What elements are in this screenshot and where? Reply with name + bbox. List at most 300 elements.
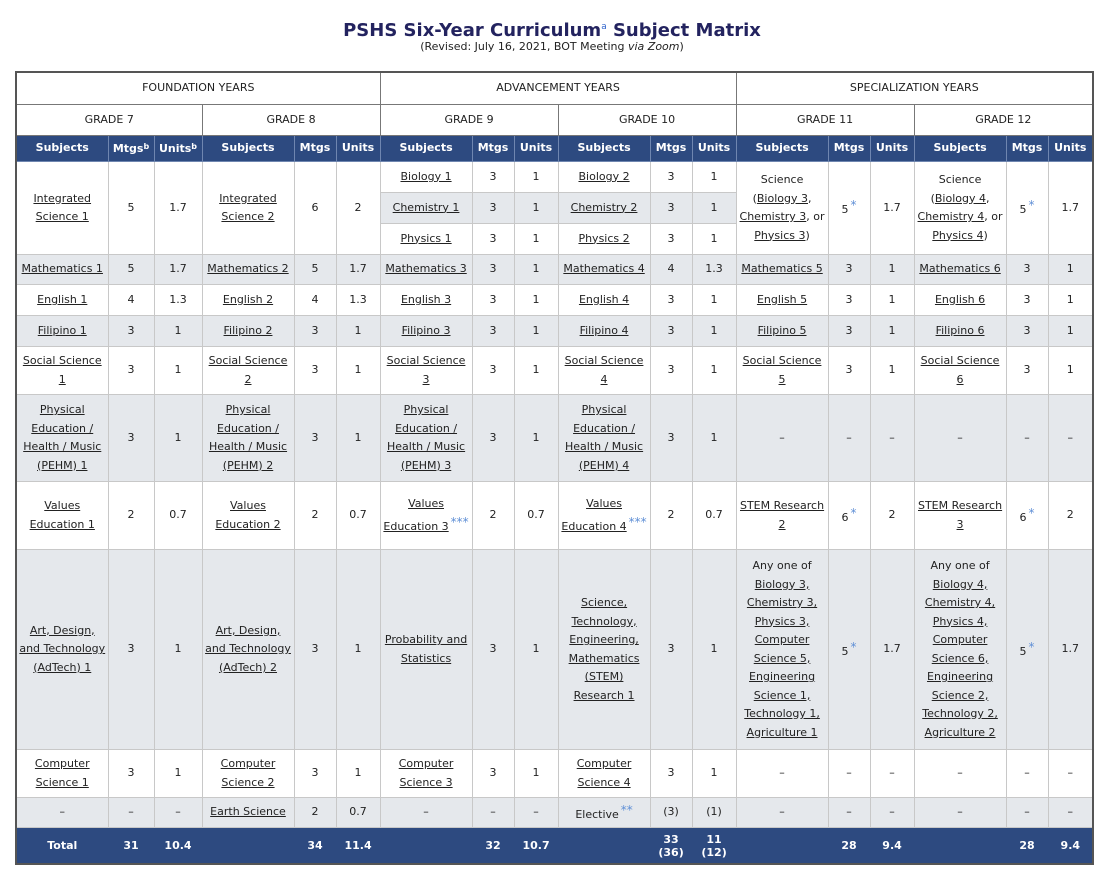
mtgs-cell: 3	[108, 395, 154, 482]
subject-link[interactable]: Chemistry 3	[739, 210, 807, 223]
units-cell: 1	[154, 395, 202, 482]
mtgs-cell	[828, 550, 870, 750]
subject-intro: Any one of	[752, 559, 812, 572]
subject-link[interactable]: Biology 1	[400, 169, 452, 183]
units-cell: 0.7	[336, 482, 380, 550]
subject-cell[interactable]	[202, 316, 294, 347]
total-mtgs-alt: (36)	[658, 845, 684, 859]
subject-cell	[558, 798, 650, 828]
subject-cell[interactable]	[558, 193, 650, 224]
mtgs-cell: 6	[294, 162, 336, 255]
mtgs-cell: 3	[472, 750, 514, 798]
grade-10-header: GRADE 10	[558, 105, 736, 136]
col-mtgs-label: Mtgs	[112, 142, 144, 156]
total-units: 11.4	[336, 828, 380, 865]
units-cell: 1.7	[870, 550, 914, 750]
mtgs-cell: 3	[108, 550, 154, 750]
subject-cell[interactable]	[380, 162, 472, 193]
subject-cell[interactable]	[914, 482, 1006, 550]
subject-cell[interactable]	[736, 162, 828, 255]
subject-cell[interactable]	[380, 316, 472, 347]
specialization-years-header: SPECIALIZATION YEARS	[736, 72, 1093, 105]
subject-cell[interactable]	[16, 316, 108, 347]
subject-link[interactable]: Earth Science	[210, 805, 286, 819]
col-units: Units	[692, 136, 736, 162]
grade-12-header: GRADE 12	[914, 105, 1093, 136]
grade-11-header: GRADE 11	[736, 105, 914, 136]
subject-link[interactable]: Agriculture 2	[924, 725, 996, 739]
subject-cell[interactable]	[16, 255, 108, 285]
table-row-total	[16, 828, 1093, 865]
units-cell: 1	[514, 193, 558, 224]
subject-link[interactable]: Mathematics 4	[563, 262, 645, 276]
mtgs-value: 6	[841, 510, 849, 524]
mtgs-cell: 3	[828, 285, 870, 316]
subject-cell[interactable]	[202, 285, 294, 316]
col-mtgs	[108, 136, 154, 162]
total-spacer	[202, 828, 294, 865]
subject-link[interactable]: Mathematics 1	[21, 262, 103, 276]
footnote-star: *	[1028, 505, 1035, 520]
table-row-social-science	[16, 347, 1093, 395]
subject-intro: Any one of	[930, 559, 990, 572]
subject-link[interactable]: Social Science 2	[208, 354, 288, 386]
subject-link[interactable]: Filipino 6	[935, 323, 985, 337]
subject-link[interactable]: Filipino 4	[579, 323, 629, 337]
subject-cell[interactable]	[16, 395, 108, 482]
subject-link[interactable]: Physical Education / Health / Music (PEHM) 1	[23, 403, 102, 472]
subject-link[interactable]: Physics 2	[578, 231, 630, 245]
mtgs-cell: 3	[650, 285, 692, 316]
subject-cell[interactable]	[16, 347, 108, 395]
subject-link[interactable]: Chemistry 4	[917, 210, 985, 223]
subject-cell[interactable]	[202, 798, 294, 828]
mtgs-cell	[1006, 162, 1048, 255]
mtgs-value: 5	[1019, 644, 1027, 658]
subject-cell[interactable]	[380, 255, 472, 285]
subject-cell[interactable]	[914, 347, 1006, 395]
mtgs-cell: 3	[294, 316, 336, 347]
grade-8-header: GRADE 8	[202, 105, 380, 136]
subject-cell[interactable]	[202, 255, 294, 285]
mtgs-cell: 3	[294, 347, 336, 395]
subject-cell[interactable]	[202, 395, 294, 482]
col-units: Units	[870, 136, 914, 162]
subject-link[interactable]: Computer Science 3	[398, 757, 454, 789]
mtgs-cell: 3	[650, 316, 692, 347]
subject-cell[interactable]	[380, 193, 472, 224]
subject-cell[interactable]	[380, 482, 472, 550]
units-cell: 1	[870, 255, 914, 285]
mtgs-cell: 3	[294, 550, 336, 750]
mtgs-cell: 3	[472, 550, 514, 750]
paren-close: )	[983, 228, 988, 242]
subtitle-end: )	[679, 40, 684, 53]
subject-cell[interactable]	[736, 550, 828, 750]
total-units-alt: (12)	[701, 845, 727, 859]
units-cell: 2	[870, 482, 914, 550]
subject-link[interactable]: Art, Design, and Technology (AdTech) 1	[19, 623, 106, 674]
units-cell: 1	[1048, 285, 1093, 316]
units-cell: 1.3	[154, 285, 202, 316]
col-units: Units	[1048, 136, 1093, 162]
mtgs-cell: 3	[1006, 285, 1048, 316]
total-units-value: 11	[706, 832, 722, 846]
subject-cell[interactable]	[16, 285, 108, 316]
units-cell: 1	[870, 316, 914, 347]
units-cell: 1	[870, 285, 914, 316]
mtgs-cell: 5	[108, 162, 154, 255]
subject-cell[interactable]	[202, 347, 294, 395]
subject-cell[interactable]	[736, 347, 828, 395]
subject-link[interactable]: Technology 1,	[744, 707, 820, 720]
paren-open: (	[930, 191, 935, 205]
subject-link[interactable]: Mathematics 5	[741, 262, 823, 276]
mtgs-cell: 3	[828, 316, 870, 347]
col-units: Units	[514, 136, 558, 162]
subject-link[interactable]: Science, Technology, Engineering, Mathematics (STEM) Research 1	[568, 596, 640, 702]
mtgs-cell: 4	[650, 255, 692, 285]
units-cell: 1	[336, 550, 380, 750]
grade-7-header: GRADE 7	[16, 105, 202, 136]
subject-link[interactable]: Biology 4	[934, 191, 986, 205]
mtgs-cell: –	[108, 798, 154, 828]
subject-link[interactable]: STEM Research 3	[917, 499, 1003, 531]
grade-9-header: GRADE 9	[380, 105, 558, 136]
mtgs-cell: –	[1006, 798, 1048, 828]
total-mtgs: 32	[472, 828, 514, 865]
subject-cell[interactable]	[16, 162, 108, 255]
subject-link[interactable]: Computer Science 2	[220, 757, 276, 789]
subject-link[interactable]: Biology 3,	[754, 577, 810, 591]
units-cell: 1	[336, 750, 380, 798]
units-cell: 1	[692, 285, 736, 316]
grades-header-row	[16, 105, 1093, 136]
subject-link[interactable]: Filipino 2	[223, 323, 273, 337]
title-text: PSHS Six-Year Curriculum	[343, 20, 602, 41]
mtgs-cell	[828, 482, 870, 550]
subject-link[interactable]: English 3	[400, 292, 452, 306]
subject-cell[interactable]	[558, 395, 650, 482]
subject-link[interactable]: Physics 4,	[932, 614, 988, 628]
units-cell: 1.3	[336, 285, 380, 316]
footnote-star: *	[850, 639, 857, 654]
mtgs-cell: 3	[650, 162, 692, 193]
subject-cell: –	[736, 750, 828, 798]
subject-link[interactable]: Engineering Science 1,	[749, 670, 816, 702]
mtgs-cell: 3	[108, 750, 154, 798]
subject-cell[interactable]	[380, 550, 472, 750]
subject-link[interactable]: Technology 2,	[922, 707, 998, 720]
subject-cell: –	[380, 798, 472, 828]
subject-cell[interactable]	[558, 224, 650, 255]
table-row-pehm	[16, 395, 1093, 482]
subject-cell[interactable]	[736, 255, 828, 285]
subject-link[interactable]: Values Education 3	[383, 496, 449, 533]
subject-text: Science	[760, 173, 804, 186]
mtgs-cell: 3	[472, 193, 514, 224]
mtgs-cell: 2	[108, 482, 154, 550]
mtgs-cell: 3	[472, 255, 514, 285]
subject-cell[interactable]	[380, 395, 472, 482]
mtgs-value: 5	[1019, 203, 1027, 217]
units-cell: 1.7	[1048, 550, 1093, 750]
mtgs-cell: 3	[1006, 255, 1048, 285]
units-cell: 0.7	[692, 482, 736, 550]
mtgs-cell: 3	[472, 285, 514, 316]
units-cell: –	[154, 798, 202, 828]
subject-link[interactable]: Values Education 2	[215, 499, 281, 531]
subject-link[interactable]: Computer Science 6,	[931, 633, 989, 665]
mtgs-cell: 3	[108, 316, 154, 347]
units-cell: (1)	[692, 798, 736, 828]
subject-link[interactable]: English 5	[756, 292, 808, 306]
subject-link[interactable]: Filipino 1	[37, 323, 87, 337]
footnote-star: *	[850, 505, 857, 520]
footnote-star: ***	[628, 515, 647, 529]
total-mtgs: 34	[294, 828, 336, 865]
subject-cell[interactable]	[914, 285, 1006, 316]
mtgs-cell: 3	[650, 750, 692, 798]
subject-link[interactable]: Social Science 4	[564, 354, 644, 386]
mtgs-cell: 2	[294, 482, 336, 550]
mtgs-value: 5	[841, 644, 849, 658]
mtgs-cell	[828, 162, 870, 255]
subject-link[interactable]: Physical Education / Health / Music (PEHM) 4	[564, 403, 644, 472]
subject-link[interactable]: English 1	[37, 292, 88, 306]
subject-cell[interactable]	[558, 482, 650, 550]
mtgs-cell: 5	[108, 255, 154, 285]
units-cell: 1.7	[870, 162, 914, 255]
units-cell: 1	[514, 224, 558, 255]
subject-cell[interactable]	[16, 550, 108, 750]
subject-cell: –	[16, 798, 108, 828]
subject-cell: –	[914, 798, 1006, 828]
subject-link[interactable]: Agriculture 1	[746, 725, 818, 739]
col-mtgs: Mtgs	[294, 136, 336, 162]
units-cell: –	[1048, 395, 1093, 482]
subject-link[interactable]: Integrated Science 1	[33, 191, 92, 223]
total-mtgs: 31	[108, 828, 154, 865]
mtgs-cell: –	[1006, 750, 1048, 798]
subject-cell[interactable]	[558, 285, 650, 316]
units-cell: 1	[1048, 316, 1093, 347]
subject-link[interactable]: Mathematics 6	[919, 262, 1001, 276]
subject-cell[interactable]	[558, 550, 650, 750]
units-cell: 1	[870, 347, 914, 395]
units-cell: 1.7	[154, 162, 202, 255]
subject-link[interactable]: Biology 3	[756, 191, 808, 205]
subject-link[interactable]: Biology 4,	[932, 577, 988, 591]
subtitle-text: (Revised: July 16, 2021, BOT Meeting	[420, 40, 628, 53]
subject-cell[interactable]	[16, 750, 108, 798]
col-mtgs: Mtgs	[1006, 136, 1048, 162]
units-cell: 1.3	[692, 255, 736, 285]
subject-cell[interactable]	[558, 750, 650, 798]
subject-link[interactable]: Integrated Science 2	[219, 191, 277, 223]
subject-cell[interactable]	[736, 316, 828, 347]
subject-link[interactable]: English 2	[222, 292, 274, 306]
table-row-adtech	[16, 550, 1093, 750]
footnote-star: ***	[450, 515, 469, 529]
subject-link[interactable]: Art, Design, and Technology (AdTech) 2	[205, 623, 291, 674]
years-header-row	[16, 72, 1093, 105]
units-cell: 1.7	[154, 255, 202, 285]
subject-link[interactable]: Computer Science 5,	[753, 633, 811, 665]
subject-cell[interactable]	[380, 750, 472, 798]
subject-cell[interactable]	[16, 482, 108, 550]
subject-link[interactable]: Physics 1	[400, 231, 452, 245]
units-cell: 1.7	[1048, 162, 1093, 255]
separator: ,	[986, 191, 990, 205]
total-units: 9.4	[1048, 828, 1093, 865]
subject-link[interactable]: English 6	[934, 292, 986, 306]
title-footnote-a: a	[601, 22, 607, 32]
separator: ,	[808, 191, 812, 205]
units-cell: 0.7	[154, 482, 202, 550]
table-row-extra	[16, 798, 1093, 828]
subject-cell[interactable]	[380, 224, 472, 255]
units-cell: 1	[692, 750, 736, 798]
total-units: 10.4	[154, 828, 202, 865]
units-cell: 1	[514, 255, 558, 285]
subject-cell[interactable]	[202, 550, 294, 750]
mtgs-cell: –	[1006, 395, 1048, 482]
units-cell: –	[870, 750, 914, 798]
subject-link[interactable]: Filipino 5	[757, 323, 807, 337]
subject-cell[interactable]	[380, 285, 472, 316]
total-spacer	[914, 828, 1006, 865]
subject-cell[interactable]	[558, 316, 650, 347]
subject-link[interactable]: STEM Research 2	[739, 499, 825, 531]
mtgs-cell: 3	[1006, 347, 1048, 395]
units-cell: –	[870, 798, 914, 828]
mtgs-cell: –	[472, 798, 514, 828]
subject-link[interactable]: Filipino 3	[401, 323, 451, 337]
units-cell: 1	[692, 395, 736, 482]
mtgs-cell: 3	[472, 395, 514, 482]
subject-link[interactable]: Social Science 3	[386, 354, 466, 386]
subject-link[interactable]: Engineering Science 2,	[927, 670, 994, 702]
units-cell: 1	[514, 347, 558, 395]
units-cell: 1	[514, 285, 558, 316]
total-mtgs: 28	[828, 828, 870, 865]
mtgs-cell: 3	[828, 255, 870, 285]
advancement-years-header: ADVANCEMENT YEARS	[380, 72, 736, 105]
subject-cell[interactable]	[558, 162, 650, 193]
subject-link[interactable]: Chemistry 3,	[746, 596, 818, 609]
subject-link[interactable]: Mathematics 2	[207, 262, 289, 276]
subject-link[interactable]: Chemistry 2	[570, 200, 638, 214]
subject-cell[interactable]	[736, 482, 828, 550]
subject-cell[interactable]	[202, 482, 294, 550]
mtgs-cell: 3	[828, 347, 870, 395]
mtgs-cell: 2	[650, 482, 692, 550]
units-cell: 1	[1048, 347, 1093, 395]
subject-cell[interactable]	[736, 285, 828, 316]
subject-text: Elective	[575, 807, 619, 821]
units-cell: –	[870, 395, 914, 482]
col-mtgs-footnote: b	[143, 142, 150, 152]
subject-link[interactable]: Physics 3,	[754, 614, 810, 628]
subject-cell[interactable]	[380, 347, 472, 395]
subject-link[interactable]: Values Education 1	[29, 499, 95, 531]
total-spacer	[558, 828, 650, 865]
subject-link[interactable]: Physical Education / Health / Music (PEHM) 2	[208, 403, 288, 472]
units-cell: 1	[692, 224, 736, 255]
subject-link[interactable]: Chemistry 1	[392, 200, 460, 214]
total-units	[692, 828, 736, 865]
mtgs-cell: (3)	[650, 798, 692, 828]
units-cell: 1	[336, 347, 380, 395]
mtgs-value: 6	[1019, 510, 1027, 524]
subject-link[interactable]: Values Education 4	[561, 496, 627, 533]
units-cell: 1	[514, 395, 558, 482]
subject-cell[interactable]	[202, 162, 294, 255]
subject-link[interactable]: Physics 3	[754, 228, 806, 242]
mtgs-cell: 3	[650, 224, 692, 255]
subject-cell[interactable]	[914, 316, 1006, 347]
units-cell: 1.7	[336, 255, 380, 285]
subject-link[interactable]: Probability and Statistics	[384, 633, 468, 665]
subtitle-via: via Zoom	[627, 40, 680, 53]
footnote-star: *	[850, 198, 857, 213]
subject-cell[interactable]	[558, 255, 650, 285]
mtgs-cell: 4	[108, 285, 154, 316]
subject-link[interactable]: Biology 2	[578, 169, 630, 183]
col-subjects: Subjects	[380, 136, 472, 162]
subject-link[interactable]: English 4	[578, 292, 630, 306]
units-cell: 1	[514, 162, 558, 193]
subject-cell: –	[914, 750, 1006, 798]
subject-cell[interactable]	[914, 162, 1006, 255]
col-units-footnote: b	[191, 142, 198, 152]
subject-link[interactable]: Physics 4	[932, 228, 984, 242]
footnote-star: *	[1028, 639, 1035, 654]
subject-link[interactable]: Chemistry 4,	[924, 596, 996, 609]
subject-cell[interactable]	[914, 255, 1006, 285]
subject-link[interactable]: Social Science 5	[742, 354, 822, 386]
table-row-english	[16, 285, 1093, 316]
units-cell: 1	[514, 550, 558, 750]
subject-link[interactable]: Computer Science 1	[34, 757, 90, 789]
mtgs-cell: 3	[294, 750, 336, 798]
mtgs-cell	[1006, 550, 1048, 750]
units-cell: –	[514, 798, 558, 828]
subject-cell: –	[736, 798, 828, 828]
table-row-values	[16, 482, 1093, 550]
col-subjects: Subjects	[202, 136, 294, 162]
table-row-science	[16, 162, 1093, 193]
total-spacer	[380, 828, 472, 865]
units-cell: 1	[692, 162, 736, 193]
subject-link[interactable]: Social Science 6	[920, 354, 1000, 386]
paren-open: (	[752, 191, 757, 205]
subject-link[interactable]: Mathematics 3	[385, 262, 467, 276]
units-cell: 0.7	[336, 798, 380, 828]
mtgs-cell: 2	[472, 482, 514, 550]
subject-link[interactable]: Physical Education / Health / Music (PEHM) 3	[386, 403, 466, 472]
subject-cell[interactable]	[914, 550, 1006, 750]
subject-cell[interactable]	[558, 347, 650, 395]
subject-link[interactable]: Social Science 1	[22, 354, 102, 386]
units-cell: 1	[1048, 255, 1093, 285]
mtgs-cell: 3	[650, 550, 692, 750]
subject-link[interactable]: Computer Science 4	[576, 757, 632, 789]
units-cell: 2	[1048, 482, 1093, 550]
col-mtgs: Mtgs	[472, 136, 514, 162]
subject-cell[interactable]	[202, 750, 294, 798]
